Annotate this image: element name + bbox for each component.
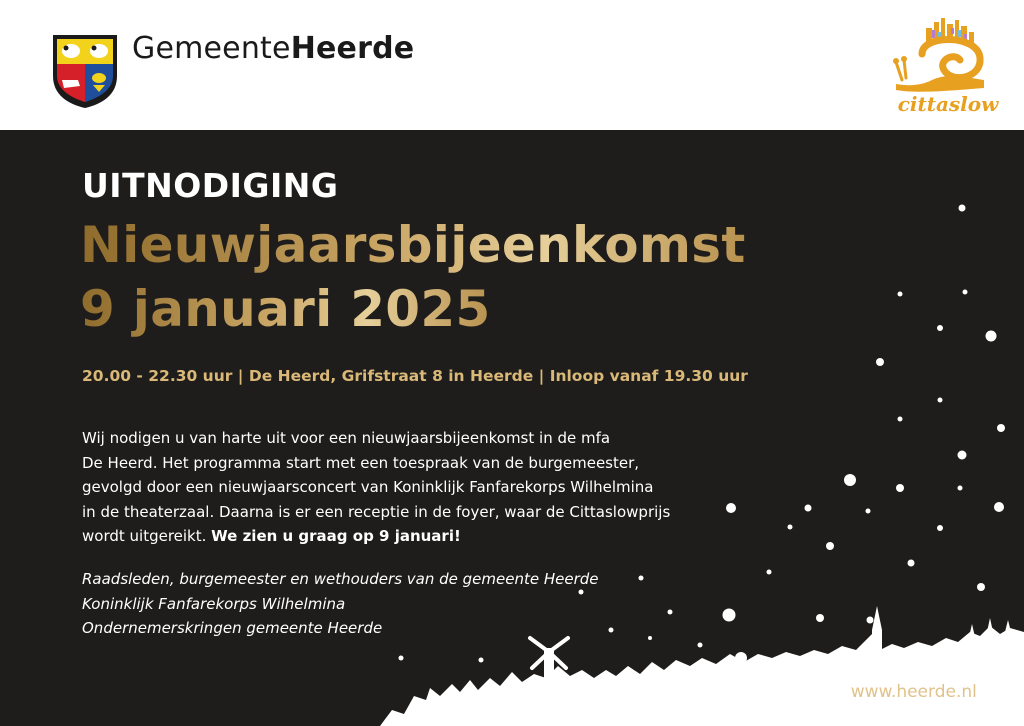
signatories — [82, 567, 599, 641]
website-link[interactable]: www.heerde.nl — [850, 682, 977, 702]
arrow-right-icon: ➜ — [818, 680, 835, 704]
body-line-last — [82, 524, 702, 549]
website-link-row — [818, 682, 977, 702]
event-date: 9 januari 2025 — [80, 280, 491, 338]
invitation-panel — [0, 130, 1024, 726]
body-line: gevolgd door een nieuwjaarsconcert van Koninklijk Fanfarekorps Wilhelmina — [82, 478, 654, 497]
event-details: 20.00 - 22.30 uur | De Heerd, Grifstraat 8 in Heerde | Inloop vanaf 19.30 uur — [82, 367, 748, 385]
invitation-eyebrow: UITNODIGING — [82, 166, 339, 205]
body-last-regular: wordt uitgereikt. — [82, 527, 212, 546]
event-title: Nieuwjaarsbijeenkomst — [80, 216, 746, 274]
municipality-name — [132, 31, 414, 66]
signatory: Ondernemerskringen gemeente Heerde — [82, 619, 383, 638]
municipality-prefix: Gemeente — [132, 31, 291, 66]
cittaslow-wordmark: cittaslow — [897, 92, 999, 116]
header — [0, 0, 1024, 130]
invitation-body — [82, 426, 702, 549]
signatory: Koninklijk Fanfarekorps Wilhelmina — [82, 594, 346, 613]
body-line: De Heerd. Het programma start met een toespraak van de burgemeester, — [82, 453, 640, 472]
coat-of-arms-icon — [50, 32, 120, 110]
body-line: in de theaterzaal. Daarna is er een receptie in de foyer, waar de Cittaslowprijs — [82, 502, 671, 521]
signatory: Raadsleden, burgemeester en wethouders van de gemeente Heerde — [82, 570, 599, 588]
municipality-place: Heerde — [290, 31, 415, 66]
body-line: Wij nodigen u van harte uit voor een nieuwjaarsbijeenkomst in de mfa — [82, 429, 611, 447]
body-closing-emphasis: We zien u graag op 9 januari! — [211, 527, 461, 546]
